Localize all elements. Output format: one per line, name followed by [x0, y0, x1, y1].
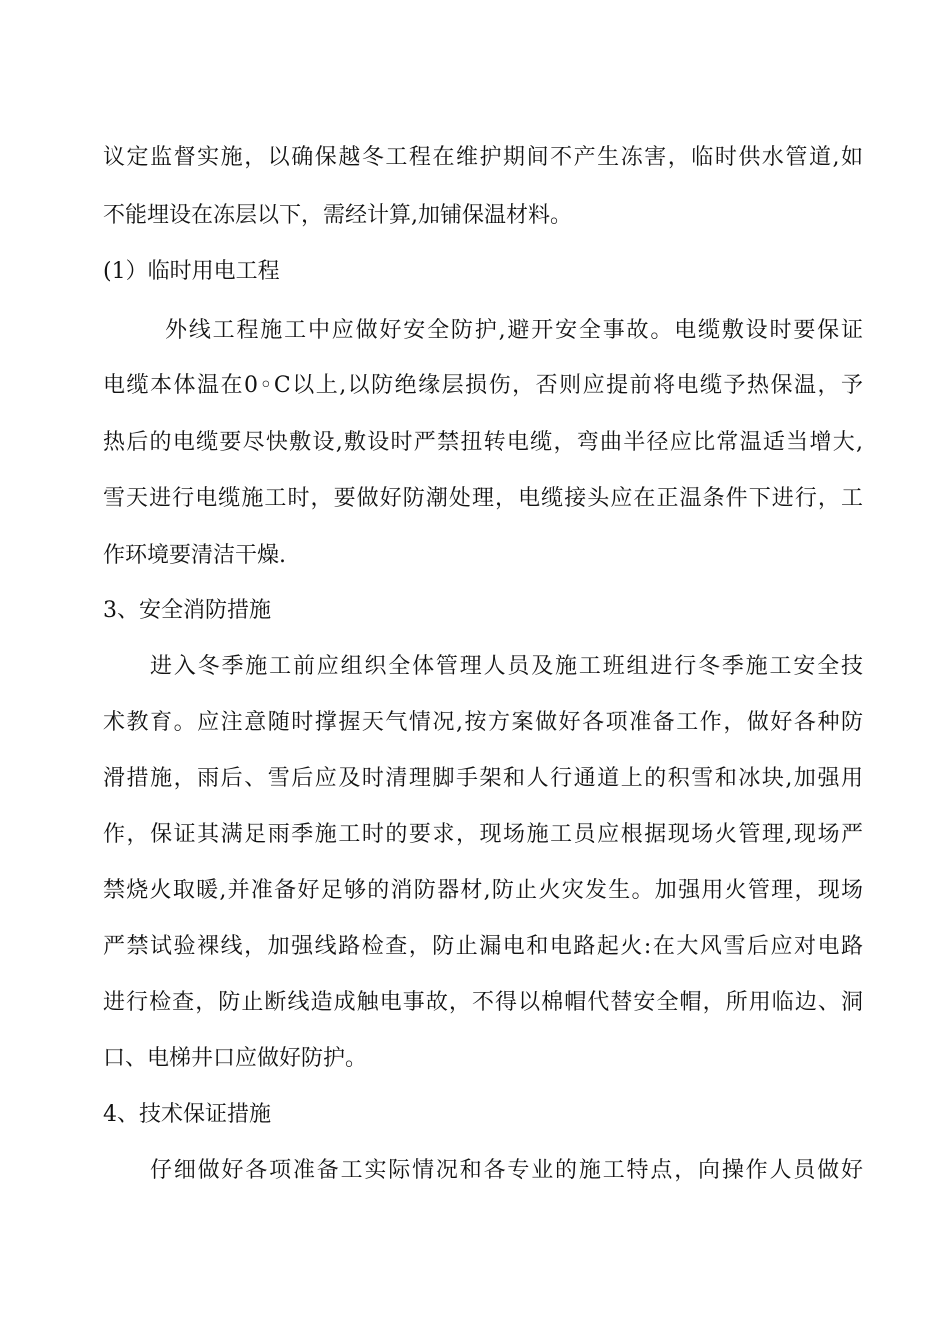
- section-heading-temporary-power: (1）临时用电工程: [103, 259, 280, 284]
- paragraph-line-7: 雪天进行电缆施工时，要做好防潮处理，电缆接头应在正温条件下进行，工: [103, 486, 863, 511]
- paragraph-line-2: 不能埋设在冻层以下，需经计算,加铺保温材料。: [103, 203, 572, 228]
- paragraph-line-13: 作，保证其满足雨季施工时的要求，现场施工员应根据现场火管理,现场严: [103, 822, 863, 847]
- paragraph-line-6: 热后的电缆要尽快敷设,敷设时严禁扭转电缆，弯曲半径应比常温适当增大,: [103, 430, 863, 455]
- paragraph-line-10: 进入冬季施工前应组织全体管理人员及施工班组进行冬季施工安全技: [150, 654, 863, 679]
- paragraph-line-14: 禁烧火取暖,并准备好足够的消防器材,防止火灾发生。加强用火管理，现场: [103, 878, 863, 903]
- section-heading-fire-safety: 3、安全消防措施: [103, 598, 271, 623]
- paragraph-line-19: 仔细做好各项准备工实际情况和各专业的施工特点，向操作人员做好: [150, 1158, 863, 1183]
- paragraph-line-4: 外线工程施工中应做好安全防护,避开安全事故。电缆敷设时要保证: [165, 318, 863, 343]
- paragraph-line-8: 作环境要清洁干燥.: [103, 543, 286, 568]
- paragraph-line-17: 口、电梯井口应做好防护。: [103, 1046, 368, 1071]
- paragraph-line-5: 电缆本体温在0◦C以上,以防绝缘层损伤，否则应提前将电缆予热保温，予: [103, 373, 863, 398]
- paragraph-line-15: 严禁试验裸线，加强线路检查，防止漏电和电路起火:在大风雪后应对电路: [103, 934, 863, 959]
- paragraph-line-16: 进行检查，防止断线造成触电事故，不得以棉帽代替安全帽，所用临边、洞: [103, 990, 863, 1015]
- section-heading-technical-measures: 4、技术保证措施: [103, 1102, 271, 1127]
- paragraph-line-11: 术教育。应注意随时撑握天气情况,按方案做好各项准备工作，做好各种防: [103, 710, 863, 735]
- paragraph-line-1: 议定监督实施，以确保越冬工程在维护期间不产生冻害，临时供水管道,如: [103, 145, 863, 170]
- paragraph-line-12: 滑措施，雨后、雪后应及时清理脚手架和人行通道上的积雪和冰块,加强用: [103, 766, 863, 791]
